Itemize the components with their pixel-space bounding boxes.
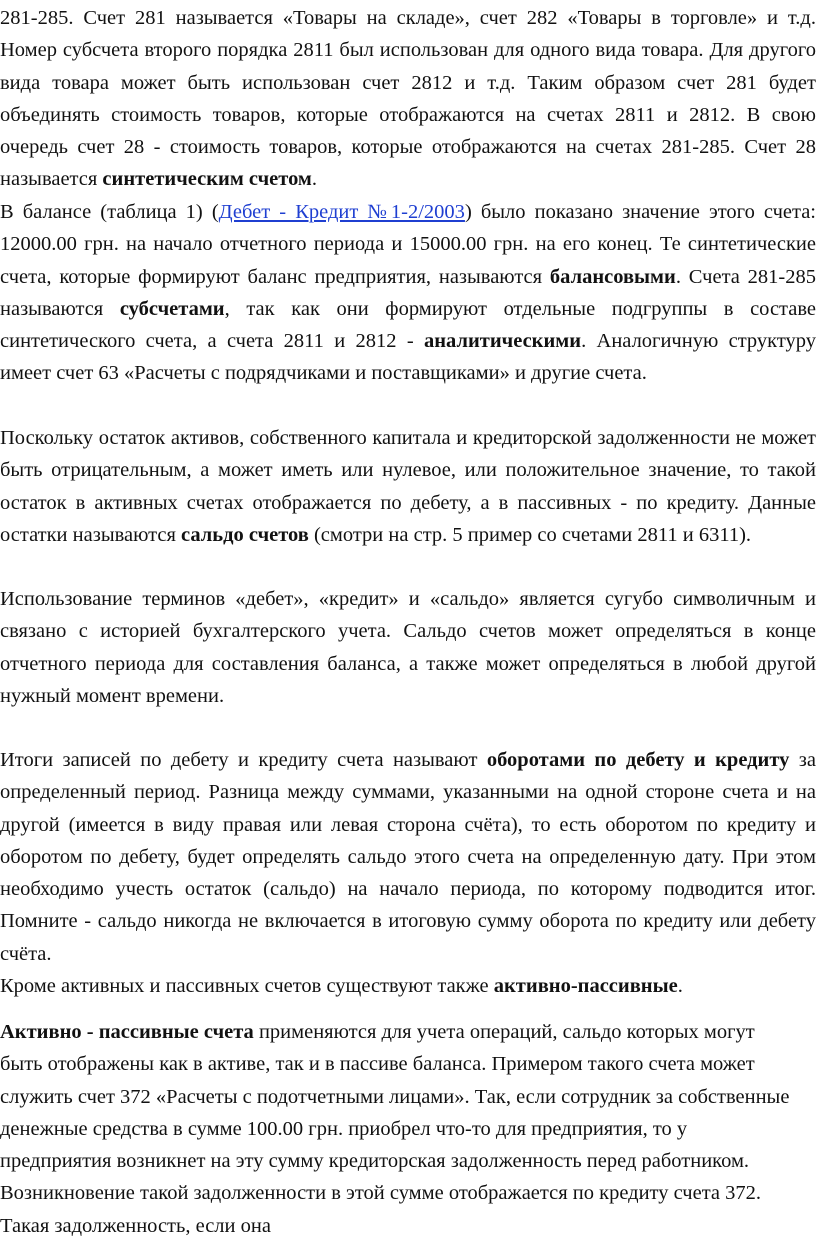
paragraph-text: ) было показано значение этого счета: 12000.00 грн. на начало отчетного периода и 15000.00 грн. на его конец. Те синтетические счета, которые формируют баланс предприятия, называются	[0, 201, 816, 288]
paragraph-turnover	[0, 744, 816, 970]
paragraph-terms	[0, 583, 816, 712]
term-analytical: аналитическими	[423, 330, 582, 353]
source-link[interactable]: Дебет - Кредит №1-2/2003	[218, 201, 465, 223]
paragraph-text: Поскольку остаток активов, собственного капитала и кредиторской задолженности не может быть отрицательным, а может иметь или нулевое, или положительное значение, то такой остаток в активных счетах отображается по дебету, а в пассивных - по кредиту. Данные остатки называются	[0, 427, 816, 546]
paragraph-text: за определенный период. Разница между суммами, указанными на одной стороне счета и на другой (имеется в виду правая или левая сторона счёта), то есть оборотом по кредиту и оборотом по дебету, будет определять сальдо этого счета на определенную дату. При этом необходимо учесть остаток (сальдо) на начало периода, по которому подводится итог. Помните - сальдо никогда не включается в итоговую сумму оборота по кредиту или дебету счёта.	[0, 749, 816, 965]
paragraph-text: Использование терминов «дебет», «кредит» и «сальдо» является сугубо символичным и связано с историей бухгалтерского учета. Сальдо счетов может определяться в конце отчетного периода для составления баланса, а также может определяться в любой другой нужный момент времени.	[0, 588, 816, 707]
paragraph-text: . Счета 281-285 называются	[0, 265, 816, 320]
term-subaccounts: субсчетами	[119, 297, 225, 320]
term-active-passive: активно-пассивные	[493, 975, 678, 997]
paragraph-text: Итоги записей по дебету и кредиту счета называют	[0, 749, 487, 771]
paragraph-active-passive	[0, 1016, 800, 1242]
paragraph-subaccounts	[0, 2, 816, 196]
term-balance-accounts: балансовыми	[549, 265, 676, 288]
term-synthetic-account: синтетическим счетом	[102, 168, 312, 191]
paragraph-text: (смотри на стр. 5 пример со счетами 2811 и 6311).	[308, 523, 752, 546]
paragraph-active-passive-intro	[0, 970, 816, 1002]
paragraph-text: , так как они формируют отдельные подгруппы в составе синтетического счета, а счета 2811 и 2812 -	[0, 297, 816, 353]
paragraph-text: В балансе (таблица 1) (	[0, 201, 219, 223]
paragraph-end: .	[311, 168, 318, 191]
paragraph-end: .	[677, 975, 683, 997]
term-turnover: оборотами по дебету и кредиту	[486, 749, 790, 771]
paragraph-text: . Аналогичную структуру имеет счет 63 «Расчеты с подрядчиками и поставщиками» и другие счета.	[0, 330, 816, 385]
paragraph-balance	[0, 196, 816, 390]
paragraph-text: применяются для учета операций, сальдо которых могут быть отображены как в активе, так и в пассиве баланса. Примером такого счета может служить счет 372 «Расчеты с подотчетными лицами». Так, если сотрудник за собственные денежные средства в сумме 100.00 грн. приобрел что-то для предприятия, то у предприятия возникнет на эту сумму кредиторская задолженность перед работником. Возникновение такой задолженности в этой сумме отображается по кредиту счета 372. Такая задолженность, если она	[0, 1021, 790, 1237]
term-active-passive-accounts: Активно - пассивные счета	[0, 1021, 254, 1043]
paragraph-balances	[0, 422, 816, 551]
term-account-balance: сальдо счетов	[181, 523, 309, 546]
paragraph-text: 281-285. Счет 281 называется «Товары на складе», счет 282 «Товары в торговле» и т.д. Номер субсчета второго порядка 2811 был использован для одного вида товара. Для другого вида товара может быть использован счет 2812 и т.д. Таким образом счет 281 будет объединять стоимость товаров, которые отображаются на счетах 2811 и 2812. В свою очередь счет 28 - стоимость товаров, которые отображаются на счетах 281-285. Счет 28 называется	[0, 7, 816, 191]
paragraph-text: Кроме активных и пассивных счетов существуют также	[0, 975, 494, 997]
